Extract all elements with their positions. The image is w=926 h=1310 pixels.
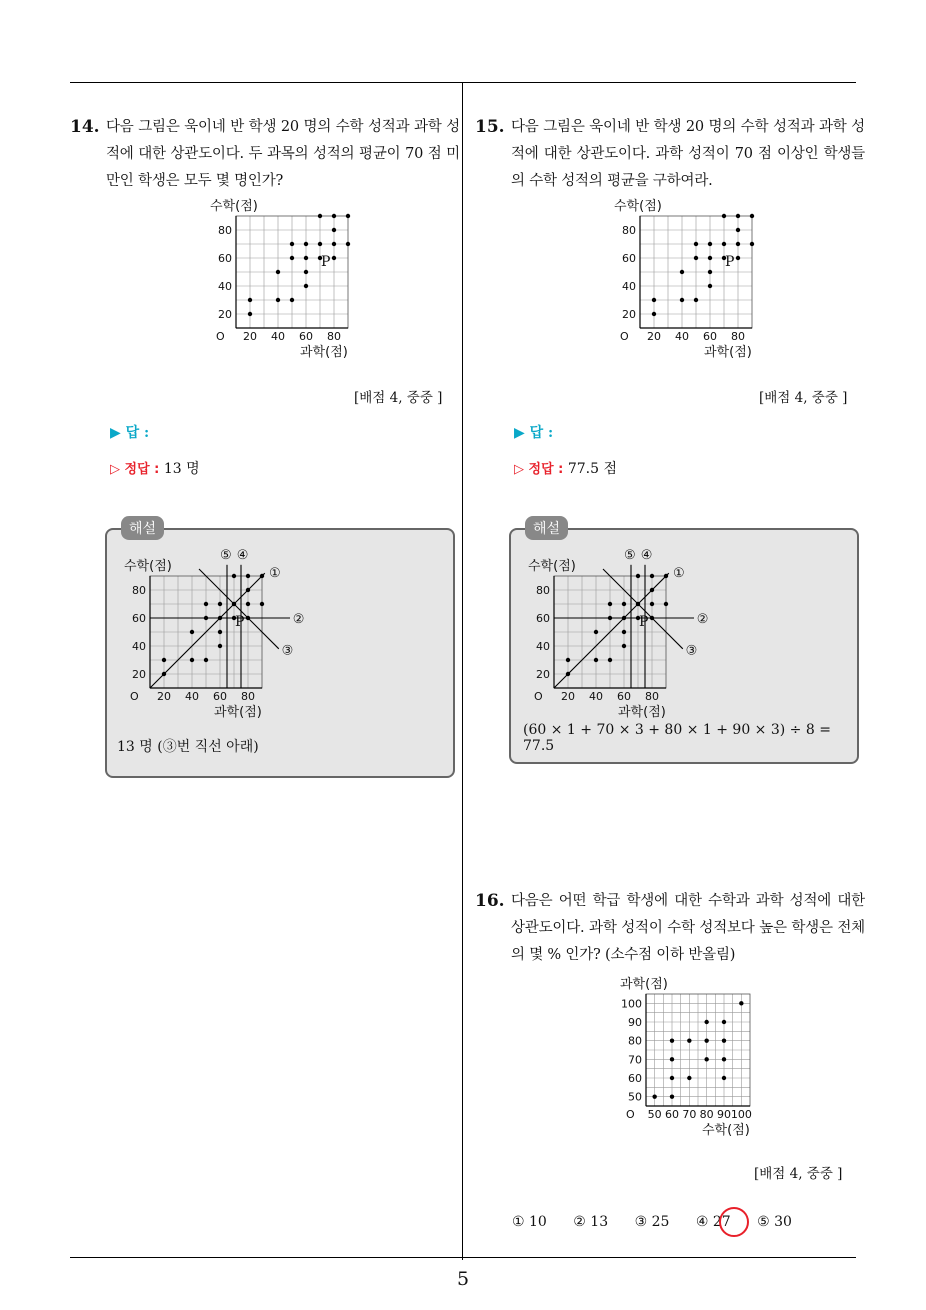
y-tick-label: 60 xyxy=(132,612,146,625)
data-point xyxy=(736,256,740,260)
data-point xyxy=(204,602,208,606)
data-point xyxy=(190,630,194,634)
data-point xyxy=(670,1076,674,1080)
question-14 xyxy=(70,114,460,195)
correct-answer xyxy=(514,458,617,478)
y-tick-label: 90 xyxy=(628,1016,642,1029)
data-point xyxy=(650,574,654,578)
choice-5[interactable]: ⑤ 30 xyxy=(757,1214,792,1230)
y-tick-label: 80 xyxy=(628,1034,642,1048)
choice-4[interactable]: ④ 27 xyxy=(695,1214,731,1230)
line-mark-3: ③ xyxy=(281,643,294,659)
point-p-label: P xyxy=(321,254,331,270)
y-axis-title: 수학(점) xyxy=(614,199,662,214)
data-point xyxy=(722,1057,726,1061)
reference-line-1 xyxy=(150,573,265,688)
data-point xyxy=(218,644,222,648)
data-point xyxy=(722,1076,726,1080)
page-number: 5 xyxy=(456,1268,470,1290)
x-tick-label: 50 xyxy=(647,1108,662,1121)
data-point xyxy=(694,298,698,302)
origin-label: O xyxy=(534,690,543,703)
data-point xyxy=(694,242,698,246)
data-point xyxy=(722,1020,726,1024)
y-tick-label: 70 xyxy=(628,1053,642,1067)
y-tick-label: 60 xyxy=(218,252,232,265)
question-text: 다음 그림은 욱이네 반 학생 20 명의 수학 성적과 과학 성적에 대한 상관도이다. 과학 성적이 70 점 이상인 학생들의 수학 성적의 평균을 구하여라. xyxy=(511,119,865,189)
y-tick-label: 40 xyxy=(622,280,636,293)
question-number: 16. xyxy=(475,891,505,911)
data-point xyxy=(332,228,336,232)
data-point xyxy=(248,312,252,316)
x-tick-label: 80 xyxy=(699,1108,714,1121)
y-tick-label: 60 xyxy=(536,612,550,625)
question-number: 15. xyxy=(475,117,505,137)
data-point xyxy=(739,1001,743,1005)
data-point xyxy=(248,298,252,302)
y-tick-label: 80 xyxy=(622,224,636,237)
solution-text: (60 × 1 + 70 × 3 + 80 × 1 + 90 × 3) ÷ 8 = 77.5 xyxy=(523,722,831,754)
data-point xyxy=(594,658,598,662)
question-15 xyxy=(475,114,865,195)
data-point xyxy=(687,1076,691,1080)
data-point xyxy=(260,602,264,606)
data-point xyxy=(276,298,280,302)
x-tick-label: 90 xyxy=(717,1108,731,1121)
x-tick-label: 40 xyxy=(271,330,285,343)
data-point xyxy=(608,602,612,606)
data-point xyxy=(162,658,166,662)
reference-line-1 xyxy=(554,573,669,688)
data-point xyxy=(566,658,570,662)
line-mark-4: ④ xyxy=(640,548,653,564)
data-point xyxy=(652,1094,656,1098)
data-point xyxy=(332,214,336,218)
y-axis-title: 수학(점) xyxy=(528,559,576,574)
data-point xyxy=(608,658,612,662)
data-point xyxy=(246,602,250,606)
origin-label: O xyxy=(626,1108,635,1121)
data-point xyxy=(246,574,250,578)
origin-label: O xyxy=(130,690,139,703)
solution-text: 13 명 (③번 직선 아래) xyxy=(117,739,259,755)
correct-value: 13 명 xyxy=(163,461,200,477)
data-point xyxy=(708,242,712,246)
y-axis-title: 과학(점) xyxy=(620,977,668,992)
data-point xyxy=(708,256,712,260)
data-point xyxy=(650,602,654,606)
data-point xyxy=(736,242,740,246)
answer-label: ▶ 답 : xyxy=(514,425,554,441)
x-axis-title: 과학(점) xyxy=(618,705,666,720)
answer-label: ▶ 답 : xyxy=(110,425,150,441)
data-point xyxy=(304,256,308,260)
data-point xyxy=(704,1038,708,1042)
line-mark-3: ③ xyxy=(685,643,698,659)
x-tick-label: 80 xyxy=(731,330,745,343)
scatter-chart-q16 xyxy=(606,974,776,1144)
x-tick-label: 20 xyxy=(157,690,171,703)
data-point xyxy=(687,1038,691,1042)
data-point xyxy=(622,644,626,648)
data-point xyxy=(290,242,294,246)
score-label: [배점 4, 중중 ] xyxy=(759,390,848,406)
data-point xyxy=(290,298,294,302)
data-point xyxy=(670,1094,674,1098)
y-tick-label: 20 xyxy=(132,668,146,681)
solution-chart-q15 xyxy=(516,548,709,728)
data-point xyxy=(346,242,350,246)
data-point xyxy=(664,602,668,606)
data-point xyxy=(190,658,194,662)
data-point xyxy=(722,214,726,218)
score-label: [배점 4, 중중 ] xyxy=(354,390,443,406)
choice-2[interactable]: ② 13 xyxy=(573,1214,609,1230)
data-point xyxy=(318,242,322,246)
y-tick-label: 80 xyxy=(132,584,146,597)
x-tick-label: 80 xyxy=(327,330,341,343)
column-divider xyxy=(462,82,463,1260)
data-point xyxy=(594,630,598,634)
score-label: [배점 4, 중중 ] xyxy=(754,1166,843,1182)
y-tick-label: 20 xyxy=(536,668,550,681)
data-point xyxy=(204,658,208,662)
line-mark-2: ② xyxy=(292,612,305,627)
x-tick-label: 60 xyxy=(617,690,631,703)
line-mark-5: ⑤ xyxy=(624,548,636,564)
question-16 xyxy=(475,888,865,969)
x-tick-label: 60 xyxy=(299,330,313,343)
x-tick-label: 20 xyxy=(243,330,257,343)
point-p-label: P xyxy=(725,254,735,270)
reference-line-3 xyxy=(603,569,683,649)
data-point xyxy=(680,270,684,274)
x-tick-label: 40 xyxy=(589,690,603,703)
origin-label: O xyxy=(216,330,225,343)
data-point xyxy=(304,242,308,246)
x-tick-label: 60 xyxy=(213,690,227,703)
reference-line-3 xyxy=(199,569,279,649)
y-tick-label: 40 xyxy=(536,640,550,653)
data-point xyxy=(736,228,740,232)
scatter-chart-q15 xyxy=(604,198,774,368)
x-axis-title: 수학(점) xyxy=(702,1123,750,1138)
data-point xyxy=(722,1038,726,1042)
x-axis-title: 과학(점) xyxy=(704,345,752,360)
y-tick-label: 40 xyxy=(218,280,232,293)
point-p-label: P xyxy=(639,614,649,630)
question-number: 14. xyxy=(70,117,100,137)
data-point xyxy=(636,574,640,578)
point-p-label: P xyxy=(235,614,245,630)
scatter-chart-q14 xyxy=(200,198,370,368)
line-mark-1: ① xyxy=(673,566,685,582)
bottom-rule xyxy=(70,1257,856,1258)
x-tick-label: 20 xyxy=(561,690,575,703)
x-tick-label: 80 xyxy=(645,690,659,703)
y-tick-label: 60 xyxy=(622,252,636,265)
x-tick-label: 60 xyxy=(665,1108,679,1121)
data-point xyxy=(652,298,656,302)
data-point xyxy=(332,242,336,246)
data-point xyxy=(304,270,308,274)
line-mark-2: ② xyxy=(696,612,709,627)
data-point xyxy=(318,214,322,218)
y-tick-label: 50 xyxy=(628,1090,642,1104)
data-point xyxy=(670,1038,674,1042)
y-tick-label: 20 xyxy=(622,308,636,321)
correct-label: ▷ 정답 : xyxy=(514,462,564,477)
y-tick-label: 100 xyxy=(621,997,642,1011)
data-point xyxy=(680,298,684,302)
data-point xyxy=(622,602,626,606)
line-mark-4: ④ xyxy=(236,548,249,564)
top-rule xyxy=(70,82,856,83)
correct-answer xyxy=(110,458,200,478)
data-point xyxy=(232,574,236,578)
data-point xyxy=(704,1057,708,1061)
data-point xyxy=(622,630,626,634)
x-tick-label: 20 xyxy=(647,330,661,343)
data-point xyxy=(652,312,656,316)
y-axis-title: 수학(점) xyxy=(210,199,258,214)
data-point xyxy=(332,256,336,260)
data-point xyxy=(704,1020,708,1024)
data-point xyxy=(722,242,726,246)
x-tick-label: 40 xyxy=(185,690,199,703)
x-tick-label: 40 xyxy=(675,330,689,343)
data-point xyxy=(736,214,740,218)
y-tick-label: 60 xyxy=(628,1072,642,1085)
data-point xyxy=(218,630,222,634)
choice-3[interactable]: ③ 25 xyxy=(634,1214,670,1230)
data-point xyxy=(304,284,308,288)
answer-choices xyxy=(512,1214,814,1230)
solution-chart-q14 xyxy=(112,548,305,728)
solution-tag: 해설 xyxy=(525,516,568,540)
question-text: 다음 그림은 욱이네 반 학생 20 명의 수학 성적과 과학 성적에 대한 상관도이다. 두 과목의 성적의 평균이 70 점 미만인 학생은 모두 몇 명인가? xyxy=(106,119,460,189)
correct-label: ▷ 정답 : xyxy=(110,462,160,477)
data-point xyxy=(708,270,712,274)
line-mark-1: ① xyxy=(269,566,281,582)
x-axis-title: 과학(점) xyxy=(300,345,348,360)
x-tick-label: 60 xyxy=(703,330,717,343)
data-point xyxy=(290,256,294,260)
data-point xyxy=(750,214,754,218)
question-text: 다음은 어떤 학급 학생에 대한 수학과 과학 성적에 대한 상관도이다. 과학 성적이 수학 성적보다 높은 학생은 전체의 몇 % 인가? (소수점 이하 반올림) xyxy=(511,893,865,963)
y-tick-label: 40 xyxy=(132,640,146,653)
x-tick-label: 80 xyxy=(241,690,255,703)
choice-1[interactable]: ① 10 xyxy=(512,1214,547,1230)
y-axis-title: 수학(점) xyxy=(124,559,172,574)
correct-value: 77.5 점 xyxy=(567,461,617,477)
x-axis-title: 과학(점) xyxy=(214,705,262,720)
data-point xyxy=(346,214,350,218)
data-point xyxy=(694,256,698,260)
x-tick-label: 100 xyxy=(730,1108,752,1121)
line-mark-5: ⑤ xyxy=(220,548,232,564)
data-point xyxy=(276,270,280,274)
y-tick-label: 80 xyxy=(218,224,232,237)
origin-label: O xyxy=(620,330,629,343)
y-tick-label: 20 xyxy=(218,308,232,321)
data-point xyxy=(708,284,712,288)
data-point xyxy=(670,1057,674,1061)
x-tick-label: 70 xyxy=(682,1108,697,1121)
data-point xyxy=(218,602,222,606)
selected-choice-circle xyxy=(719,1207,749,1237)
data-point xyxy=(750,242,754,246)
solution-tag: 해설 xyxy=(121,516,164,540)
y-tick-label: 80 xyxy=(536,584,550,597)
